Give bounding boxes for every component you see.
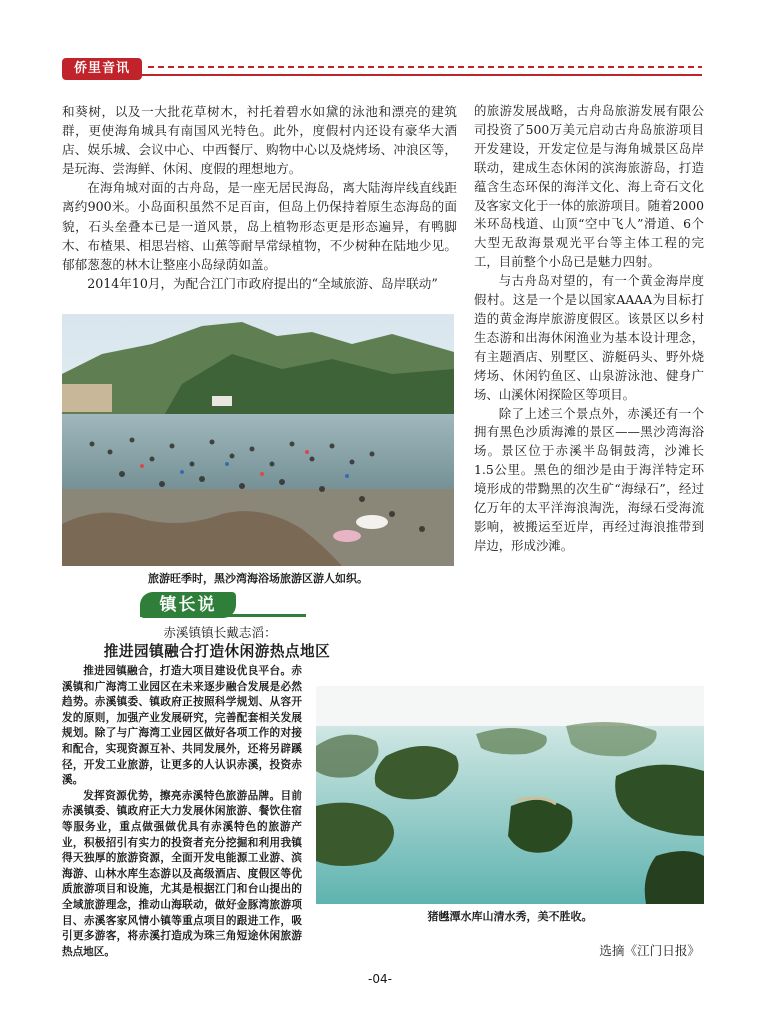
paragraph: 在海角城对面的古舟岛，是一座无居民海岛，离大陆海岸线直线距离约900米。小岛面积虽然不足百亩，但岛上仍保持着原生态海岛的面貌，石头垒叠本已是一道风景，岛上植物形态更是形态遍异，有鸭脚木、布楂果、相思岩榕、山蕉等耐旱常绿植物，不少树种在陆地少见。郁郁葱葱的林木让整座小岛绿荫如盖。 xyxy=(62,180,457,272)
source-note: 选摘《江门日报》 xyxy=(599,943,700,958)
beach-photo-caption: 旅游旺季时，黑沙湾海浴场旅游区游人如织。 xyxy=(148,572,368,585)
right-column xyxy=(474,102,704,556)
paragraph: 2014年10月，为配合江门市政府提出的“全域旅游、岛岸联动” xyxy=(87,275,438,291)
speaker-line: 赤溪镇镇长戴志滔： xyxy=(163,625,277,640)
mayor-section-body xyxy=(62,664,302,960)
paragraph: 和葵树，以及一大批花草树木，衬托着碧水如黛的泳池和漂亮的建筑群，更使海角城具有南国风光特色。此外，度假村内还设有豪华大酒店、娱乐城、会议中心、中西餐厅、购物中心以及烧烤场、冲浪区等，是玩海、尝海鲜、休闲、度假的理想地方。 xyxy=(62,104,457,177)
page-number: -04- xyxy=(368,972,392,986)
reservoir-photo xyxy=(316,686,704,904)
mayor-section-badge: 镇长说 xyxy=(140,592,236,618)
paragraph: 的旅游发展战略，古舟岛旅游发展有限公司投资了500万美元启动古舟岛旅游项目开发建设，开发定位是与海角城景区岛岸联动，建成生态休闲的滨海旅游岛，打造蕴含生态环保的海洋文化、海上奇石文化及客家文化于一体的旅游项目。随着2000米环岛栈道、山顶“空中飞人”滑道、6个大型无敌海景观光平台等主体工程的完工，目前整个小岛已是魅力四射。 xyxy=(474,103,704,270)
paragraph: 发挥资源优势，擦亮赤溪特色旅游品牌。目前赤溪镇委、镇政府正大力发展休闲旅游、餐饮住宿等服务业，重点做强做优具有赤溪特色的旅游产业，积极招引有实力的投资者充分挖掘和利用我镇得天独厚的旅游资源，全面开发电能源工业游、滨海游、山林水库生态游以及高级酒店、度假区等优质旅游项目和设施，尤其是根据江门和台山提出的全域旅游理念，推动山海联动，做好金豚湾旅游项目、赤溪客家风情小镇等重点项目的跟进工作，吸引更多游客，将赤溪打造成为珠三角短途休闲旅游热点地区。 xyxy=(62,789,302,958)
paragraph: 与古舟岛对望的，有一个黄金海岸度假村。这是一个是以国家AAAA为目标打造的黄金海岸旅游度假区。该景区以乡村生态游和出海休闲渔业为基本设计理念，有主题酒店、别墅区、游艇码头、野外烧烤场、休闲钓鱼区、山泉游泳池、健身广场、山溪休闲探险区等项目。 xyxy=(474,273,704,402)
header-rule xyxy=(62,74,702,76)
reservoir-photo-caption: 猪乸潭水库山清水秀，美不胜收。 xyxy=(427,910,593,923)
left-column xyxy=(62,102,457,293)
paragraph: 除了上述三个景点外，赤溪还有一个拥有黑色沙质海滩的景区——黑沙湾海浴场。景区位于赤溪半岛铜鼓湾，沙滩长1.5公里。黑色的细沙是由于海洋特定环境形成的带黝黑的次生矿“海绿石”，经过亿万年的太平洋海浪淘洗，海绿石受海流影响，被搬运至近岸，再经过海浪推带到岸边，形成沙滩。 xyxy=(474,405,704,553)
section-label: 侨里音讯 xyxy=(62,58,142,80)
header-dash-rule xyxy=(148,66,702,68)
mayor-section-title: 推进园镇融合打造休闲游热点地区 xyxy=(103,643,331,660)
paragraph: 推进园镇融合，打造大项目建设优良平台。赤溪镇和广海湾工业园区在未来逐步融合发展是必然趋势。赤溪镇委、镇政府正按照科学规划、从容开发的原则，加强产业发展研究，完善配套相关发展规划。除了与广海湾工业园区做好各项工作的对接和配合，实现资源互补、共同发展外，还将另辟蹊径，开发工业旅游，让更多的人认识赤溪，投资赤溪。 xyxy=(62,665,302,787)
beach-photo xyxy=(62,314,454,566)
